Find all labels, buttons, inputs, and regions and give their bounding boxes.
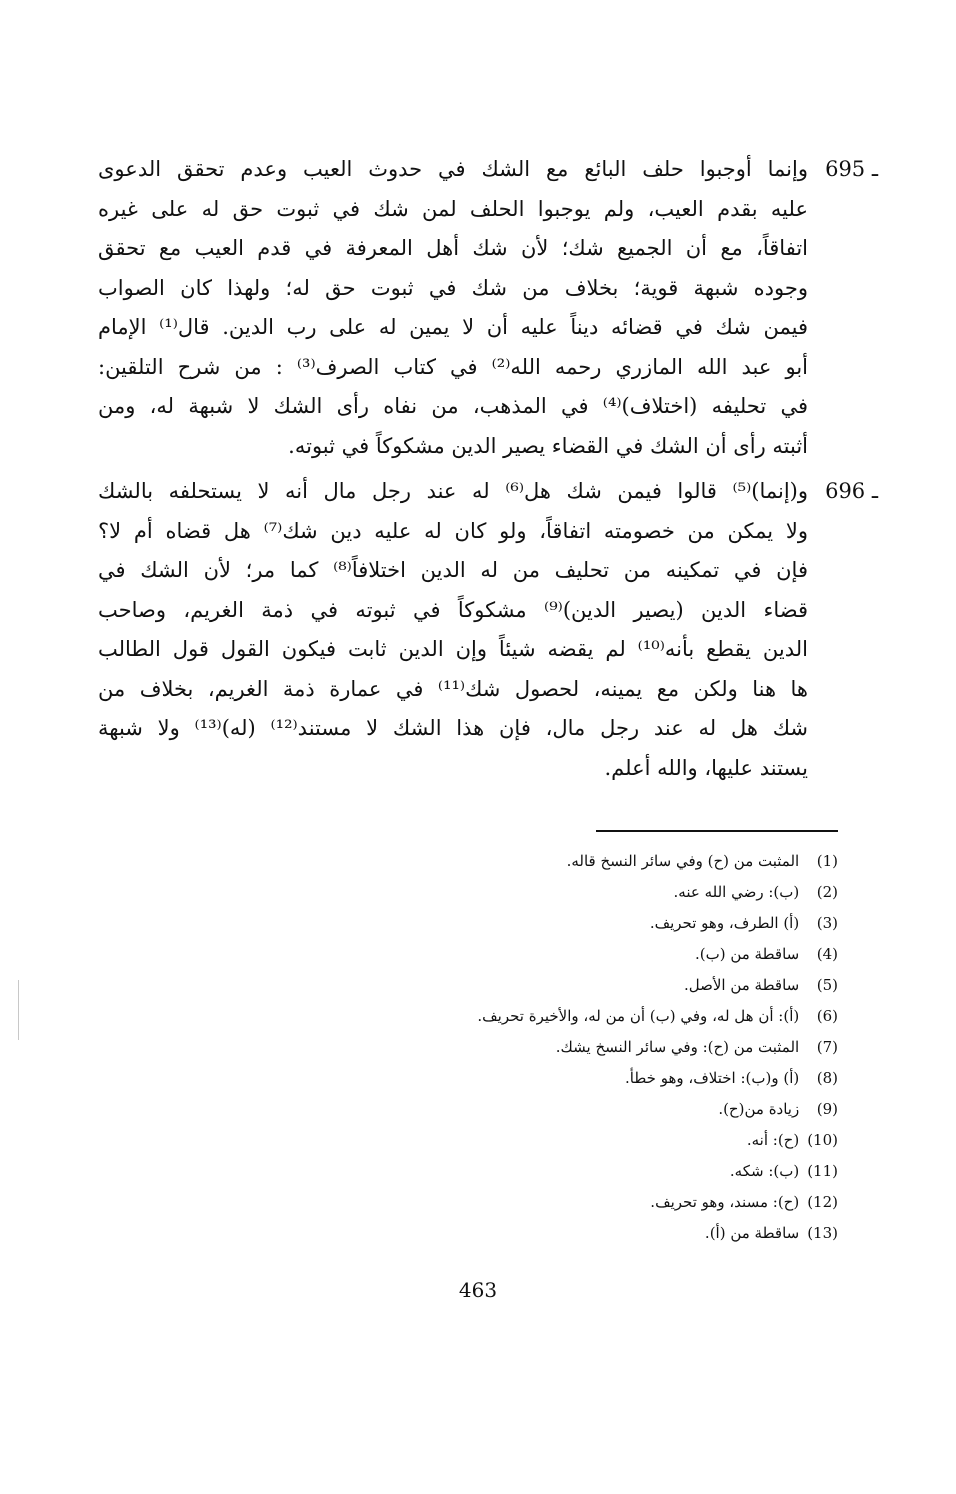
footnote bbox=[318, 970, 838, 1001]
footnote bbox=[318, 1218, 838, 1249]
footnote-text: ساقطة من الأصل. bbox=[683, 976, 800, 994]
footnote-number: (1) bbox=[816, 852, 838, 870]
footnote-text: (ح): أنه. bbox=[746, 1131, 800, 1149]
entry-696 bbox=[98, 472, 878, 788]
footnote-text: المثبت من (ح) وفي سائر النسخ قاله. bbox=[566, 852, 800, 870]
footnote bbox=[318, 1063, 838, 1094]
text-line: اتفاقاً، مع أن الجميع شك؛ لأن شك أهل المعرفة في قدم العيب مع تحقق bbox=[98, 236, 808, 260]
footnote bbox=[318, 1156, 838, 1187]
page-number: 463 bbox=[458, 1278, 498, 1302]
footnote-number: (7) bbox=[816, 1038, 838, 1056]
text-line: فإن في تمكينه من تحليف من له الدين اختلافاً⁽⁸⁾ كما مر؛ لأن الشك في bbox=[98, 558, 808, 582]
footnote-number: (8) bbox=[816, 1069, 838, 1087]
footnote-text: (ح): مسند، وهو تحريف. bbox=[650, 1193, 800, 1211]
footnote-number: (6) bbox=[816, 1007, 838, 1025]
text-line: ها هنا ولكن مع يمينه، لحصول شك⁽¹¹⁾ في عمارة ذمة الغريم، بخلاف من bbox=[98, 676, 808, 701]
text-line: وإنما أوجبوا حلف البائع مع الشك في حدوث العيب وعدم تحقق الدعوى bbox=[98, 157, 808, 181]
text-line: عليه بقدم العيب، ولم يوجبوا الحلف لمن شك في ثبوت حق له على غيره bbox=[98, 196, 808, 221]
footnote bbox=[318, 1001, 838, 1032]
footnote bbox=[318, 1187, 838, 1218]
footnote-number: (3) bbox=[816, 914, 838, 932]
text-line: وجوده شبهة قوية؛ بخلاف من شك في ثبوت حق له؛ ولهذا كان الصواب bbox=[98, 275, 808, 300]
text-line: فيمن شك في قضائه ديناً عليه أن لا يمين له على رب الدين. قال⁽¹⁾ الإمام bbox=[98, 315, 808, 339]
text-line: أثبته رأى أن الشك في القضاء يصير الدين مشكوكاً في ثبوته. bbox=[288, 433, 808, 458]
text-line: في تحليفه (اختلاف)⁽⁴⁾ في المذهب، من نفاه رأى الشك لا شبهة له، ومن bbox=[98, 394, 808, 418]
footnote-text: (أ) الطرف، وهو تحريف. bbox=[649, 914, 800, 932]
footnote-text: (أ) و(ب): اختلاف، وهو خطأ. bbox=[625, 1069, 800, 1087]
footnote-text: المثبت من (ح): وفي سائر النسخ يشك. bbox=[555, 1038, 800, 1056]
footnote-number: (9) bbox=[816, 1100, 838, 1118]
footnotes bbox=[318, 846, 838, 1249]
entry-number: 695 ـ bbox=[825, 157, 878, 181]
footnote-number: (12) bbox=[807, 1193, 838, 1211]
footnote-text: ساقطة من (ب). bbox=[694, 945, 800, 963]
footnote bbox=[318, 1125, 838, 1156]
footnote-separator bbox=[596, 830, 838, 832]
footnote bbox=[318, 846, 838, 877]
text-line: أبو عبد الله المازري رحمه الله⁽²⁾ في كتاب الصرف⁽³⁾ : من شرح التلقين: bbox=[98, 354, 808, 379]
footnote-number: (2) bbox=[816, 883, 838, 901]
footnote-number: (4) bbox=[816, 945, 838, 963]
footnote bbox=[318, 877, 838, 908]
footnote-number: (13) bbox=[807, 1224, 838, 1242]
main-text bbox=[98, 150, 878, 794]
text-line: شك هل له عند رجل مال، فإن هذا الشك لا مستند⁽¹²⁾ (له)⁽¹³⁾ ولا شبهة bbox=[98, 716, 808, 740]
footnote bbox=[318, 908, 838, 939]
footnote bbox=[318, 939, 838, 970]
scan-edge-mark bbox=[18, 980, 19, 1040]
text-line: ولا يمكن من خصومته اتفاقاً، ولو كان له عليه دين شك⁽⁷⁾ هل قضاه أم لا؟ bbox=[98, 518, 808, 543]
footnote-number: (11) bbox=[807, 1162, 838, 1180]
footnote bbox=[318, 1094, 838, 1125]
footnote-number: (10) bbox=[807, 1131, 838, 1149]
footnote-text: (ب): شكه. bbox=[729, 1162, 800, 1180]
entry-number: 696 ـ bbox=[825, 479, 878, 503]
entry-695 bbox=[98, 150, 878, 466]
footnote-number: (5) bbox=[816, 976, 838, 994]
text-line: يستند عليها، والله أعلم. bbox=[604, 755, 808, 780]
text-line: قضاء الدين (يصير الدين)⁽⁹⁾ مشكوكاً في ثبوته في ذمة الغريم، وصاحب bbox=[98, 597, 808, 622]
footnote-text: (أ): أن هل له، وفي (ب) أن من له، والأخيرة تحريف. bbox=[477, 1007, 800, 1025]
footnote bbox=[318, 1032, 838, 1063]
footnote-text: زيادة من(ح). bbox=[718, 1100, 800, 1118]
text-line: و(إنما)⁽⁵⁾ قالوا فيمن شك هل⁽⁶⁾ له عند رجل مال أنه لا يستحلفه بالشك bbox=[98, 479, 808, 503]
text-line: الدين يقطع بأنه⁽¹⁰⁾ لم يقضه شيئاً وإن الدين ثابت فيكون القول قول الطالب bbox=[98, 637, 808, 661]
footnote-text: ساقطة من (أ). bbox=[704, 1224, 800, 1242]
footnote-text: (ب): رضي الله عنه. bbox=[673, 883, 800, 901]
